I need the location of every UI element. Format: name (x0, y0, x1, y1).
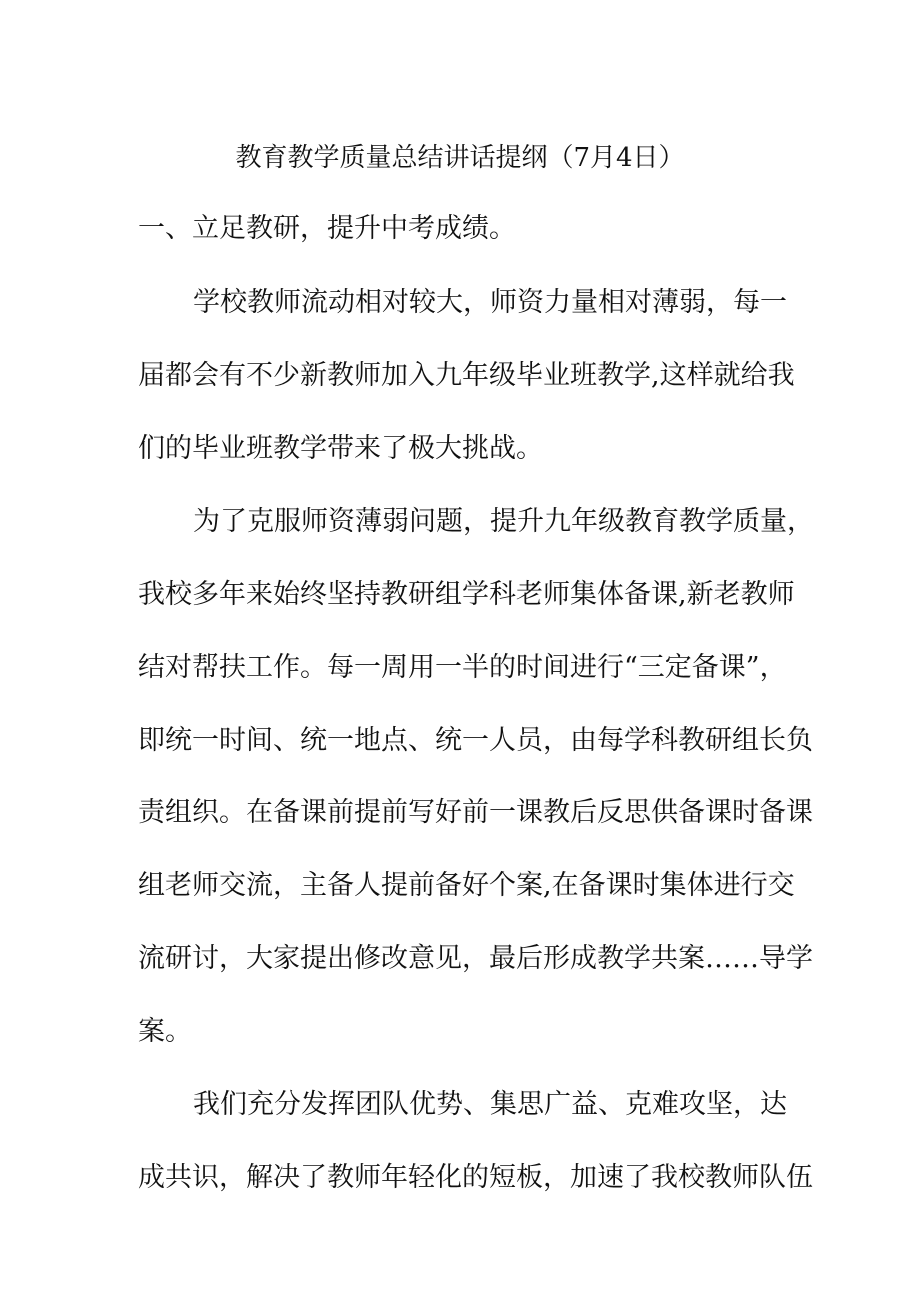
paragraph-line: 学校教师流动相对较大，师资力量相对薄弱，每一 (193, 287, 787, 318)
section-heading: 一、立足教研，提升中考成绩。 (138, 213, 516, 244)
paragraph-line: 成共识，解决了教师年轻化的短板，加速了我校教师队伍 (138, 1162, 813, 1193)
paragraph-line: 结对帮扶工作。每一周用一半的时间进行“三定备课”， (138, 652, 787, 683)
paragraph-line: 们的毕业班教学带来了极大挑战。 (138, 433, 543, 464)
paragraph-line: 我校多年来始终坚持教研组学科老师集体备课,新老教师 (138, 579, 795, 610)
paragraph-line: 组老师交流，主备人提前备好个案,在备课时集体进行交 (138, 870, 795, 901)
paragraph-line: 流研讨，大家提出修改意见，最后形成教学共案……导学 (138, 943, 813, 974)
paragraph-line: 即统一时间、统一地点、统一人员，由每学科教研组长负 (138, 725, 813, 756)
paragraph-line: 责组织。在备课前提前写好前一课教后反思供备课时备课 (138, 797, 813, 828)
paragraph-line: 案。 (138, 1016, 192, 1047)
paragraph-line: 为了克服师资薄弱问题，提升九年级教育教学质量， (193, 506, 814, 537)
paragraph-line: 届都会有不少新教师加入九年级毕业班教学,这样就给我 (138, 360, 795, 391)
paragraph-line: 我们充分发挥团队优势、集思广益、克难攻坚，达 (193, 1089, 787, 1120)
document-title: 教育教学质量总结讲话提纲（7月4日） (235, 143, 685, 173)
